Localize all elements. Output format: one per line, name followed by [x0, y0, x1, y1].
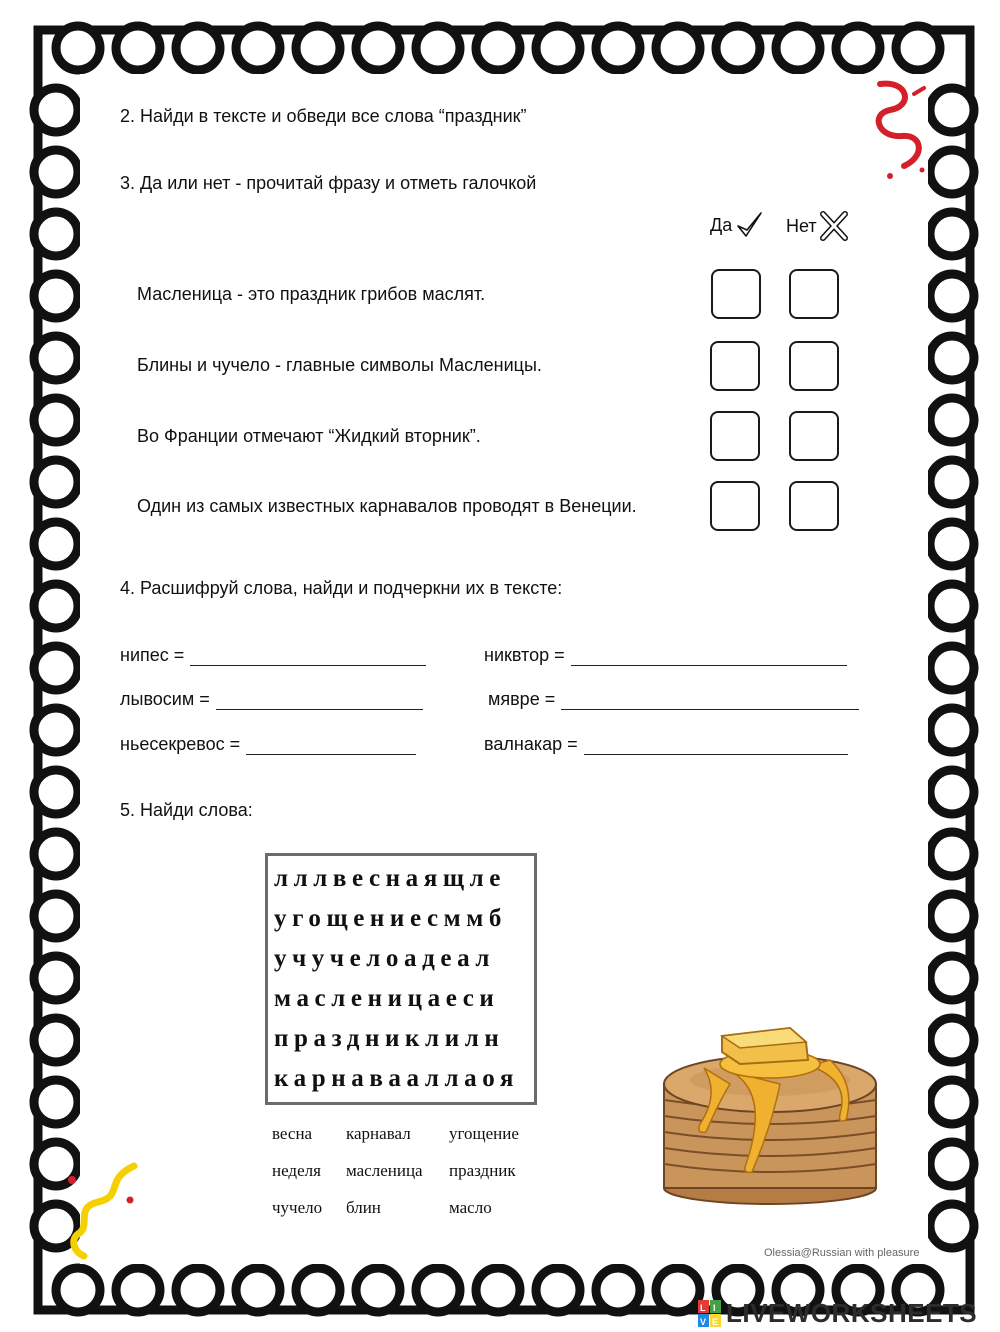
answer-blank[interactable]: [190, 647, 426, 666]
pancake-stack-image: [660, 1024, 882, 1206]
scrambled-word: никвтор =: [484, 645, 565, 665]
yes-label: Да: [710, 214, 733, 235]
scramble-row: [488, 689, 859, 710]
no-label: Нет: [786, 215, 817, 236]
svg-text:L: L: [700, 1302, 706, 1313]
statement-4-no-box[interactable]: [789, 481, 839, 531]
scrambled-word: мявре =: [488, 689, 556, 709]
statement-1-no-box[interactable]: [789, 269, 839, 319]
statement-4: Один из самых известных карнавалов проводят в Венеции.: [137, 496, 637, 516]
word-list-item: неделя: [272, 1161, 321, 1180]
grid-row[interactable]: праздниклилн: [274, 1025, 505, 1052]
word-list-item: угощение: [449, 1124, 519, 1143]
answer-blank[interactable]: [571, 647, 847, 666]
liveworksheets-logo[interactable]: [698, 1298, 977, 1329]
word-search-grid[interactable]: [265, 853, 537, 1105]
scramble-row: [120, 734, 416, 755]
answer-blank[interactable]: [216, 691, 423, 710]
statement-2-no-box[interactable]: [789, 341, 839, 391]
statement-3-yes-box[interactable]: [710, 411, 760, 461]
task4-heading: 4. Расшифруй слова, найди и подчеркни их в тексте:: [120, 578, 563, 598]
word-list-item: праздник: [449, 1161, 516, 1180]
word-list-item: масло: [449, 1198, 492, 1217]
scramble-row: [484, 645, 847, 666]
scrambled-word: лывосим =: [120, 689, 210, 709]
liveworksheets-brand: LIVEWORKSHEETS: [726, 1298, 978, 1328]
liveworksheets-logo-icon: [698, 1300, 722, 1328]
word-list: [272, 1124, 542, 1218]
grid-row[interactable]: лллвеснаящле: [274, 865, 506, 892]
statement-1-yes-box[interactable]: [711, 269, 761, 319]
task2-heading: 2. Найди в тексте и обведи все слова “праздник”: [120, 106, 527, 126]
yes-column-header: [710, 210, 764, 240]
svg-text:V: V: [700, 1316, 707, 1327]
statement-3: Во Франции отмечают “Жидкий вторник”.: [137, 426, 481, 446]
scrambled-word: ньесекревос =: [120, 734, 241, 754]
scrambled-word: валнакар =: [484, 734, 578, 754]
author-credit: Olessia@Russian with pleasure: [764, 1247, 920, 1259]
statement-2-yes-box[interactable]: [710, 341, 760, 391]
statement-3-no-box[interactable]: [789, 411, 839, 461]
checkmark-icon: [734, 210, 764, 240]
red-streamer-icon: [868, 76, 938, 186]
statement-4-yes-box[interactable]: [710, 481, 760, 531]
task3-heading: 3. Да или нет - прочитай фразу и отметь галочкой: [120, 173, 537, 193]
scramble-row: [120, 645, 426, 666]
word-list-item: чучело: [272, 1198, 323, 1217]
scramble-row: [120, 689, 423, 710]
svg-text:E: E: [712, 1316, 719, 1327]
word-list-item: масленица: [346, 1161, 423, 1180]
grid-row[interactable]: учучелоадеал: [274, 945, 496, 972]
svg-text:I: I: [713, 1302, 716, 1313]
scramble-row: [484, 734, 848, 755]
no-column-header: [786, 210, 849, 242]
grid-row[interactable]: карнавааллаоя: [274, 1065, 519, 1092]
scrambled-word: нипес =: [120, 645, 185, 665]
task5-heading: 5. Найди слова:: [120, 800, 253, 820]
answer-blank[interactable]: [561, 691, 859, 710]
grid-row[interactable]: масленицаеси: [274, 985, 500, 1012]
word-list-item: карнавал: [346, 1124, 411, 1143]
statement-2: Блины и чучело - главные символы Масленицы.: [137, 355, 542, 375]
cross-icon: [819, 210, 849, 242]
word-list-item: весна: [272, 1124, 313, 1143]
yellow-streamer-icon: [64, 1160, 144, 1260]
word-list-item: блин: [346, 1198, 381, 1217]
answer-blank[interactable]: [584, 736, 848, 755]
statement-1: Масленица - это праздник грибов маслят.: [137, 284, 486, 304]
answer-blank[interactable]: [246, 736, 416, 755]
grid-row[interactable]: угощениесммб: [274, 905, 507, 932]
